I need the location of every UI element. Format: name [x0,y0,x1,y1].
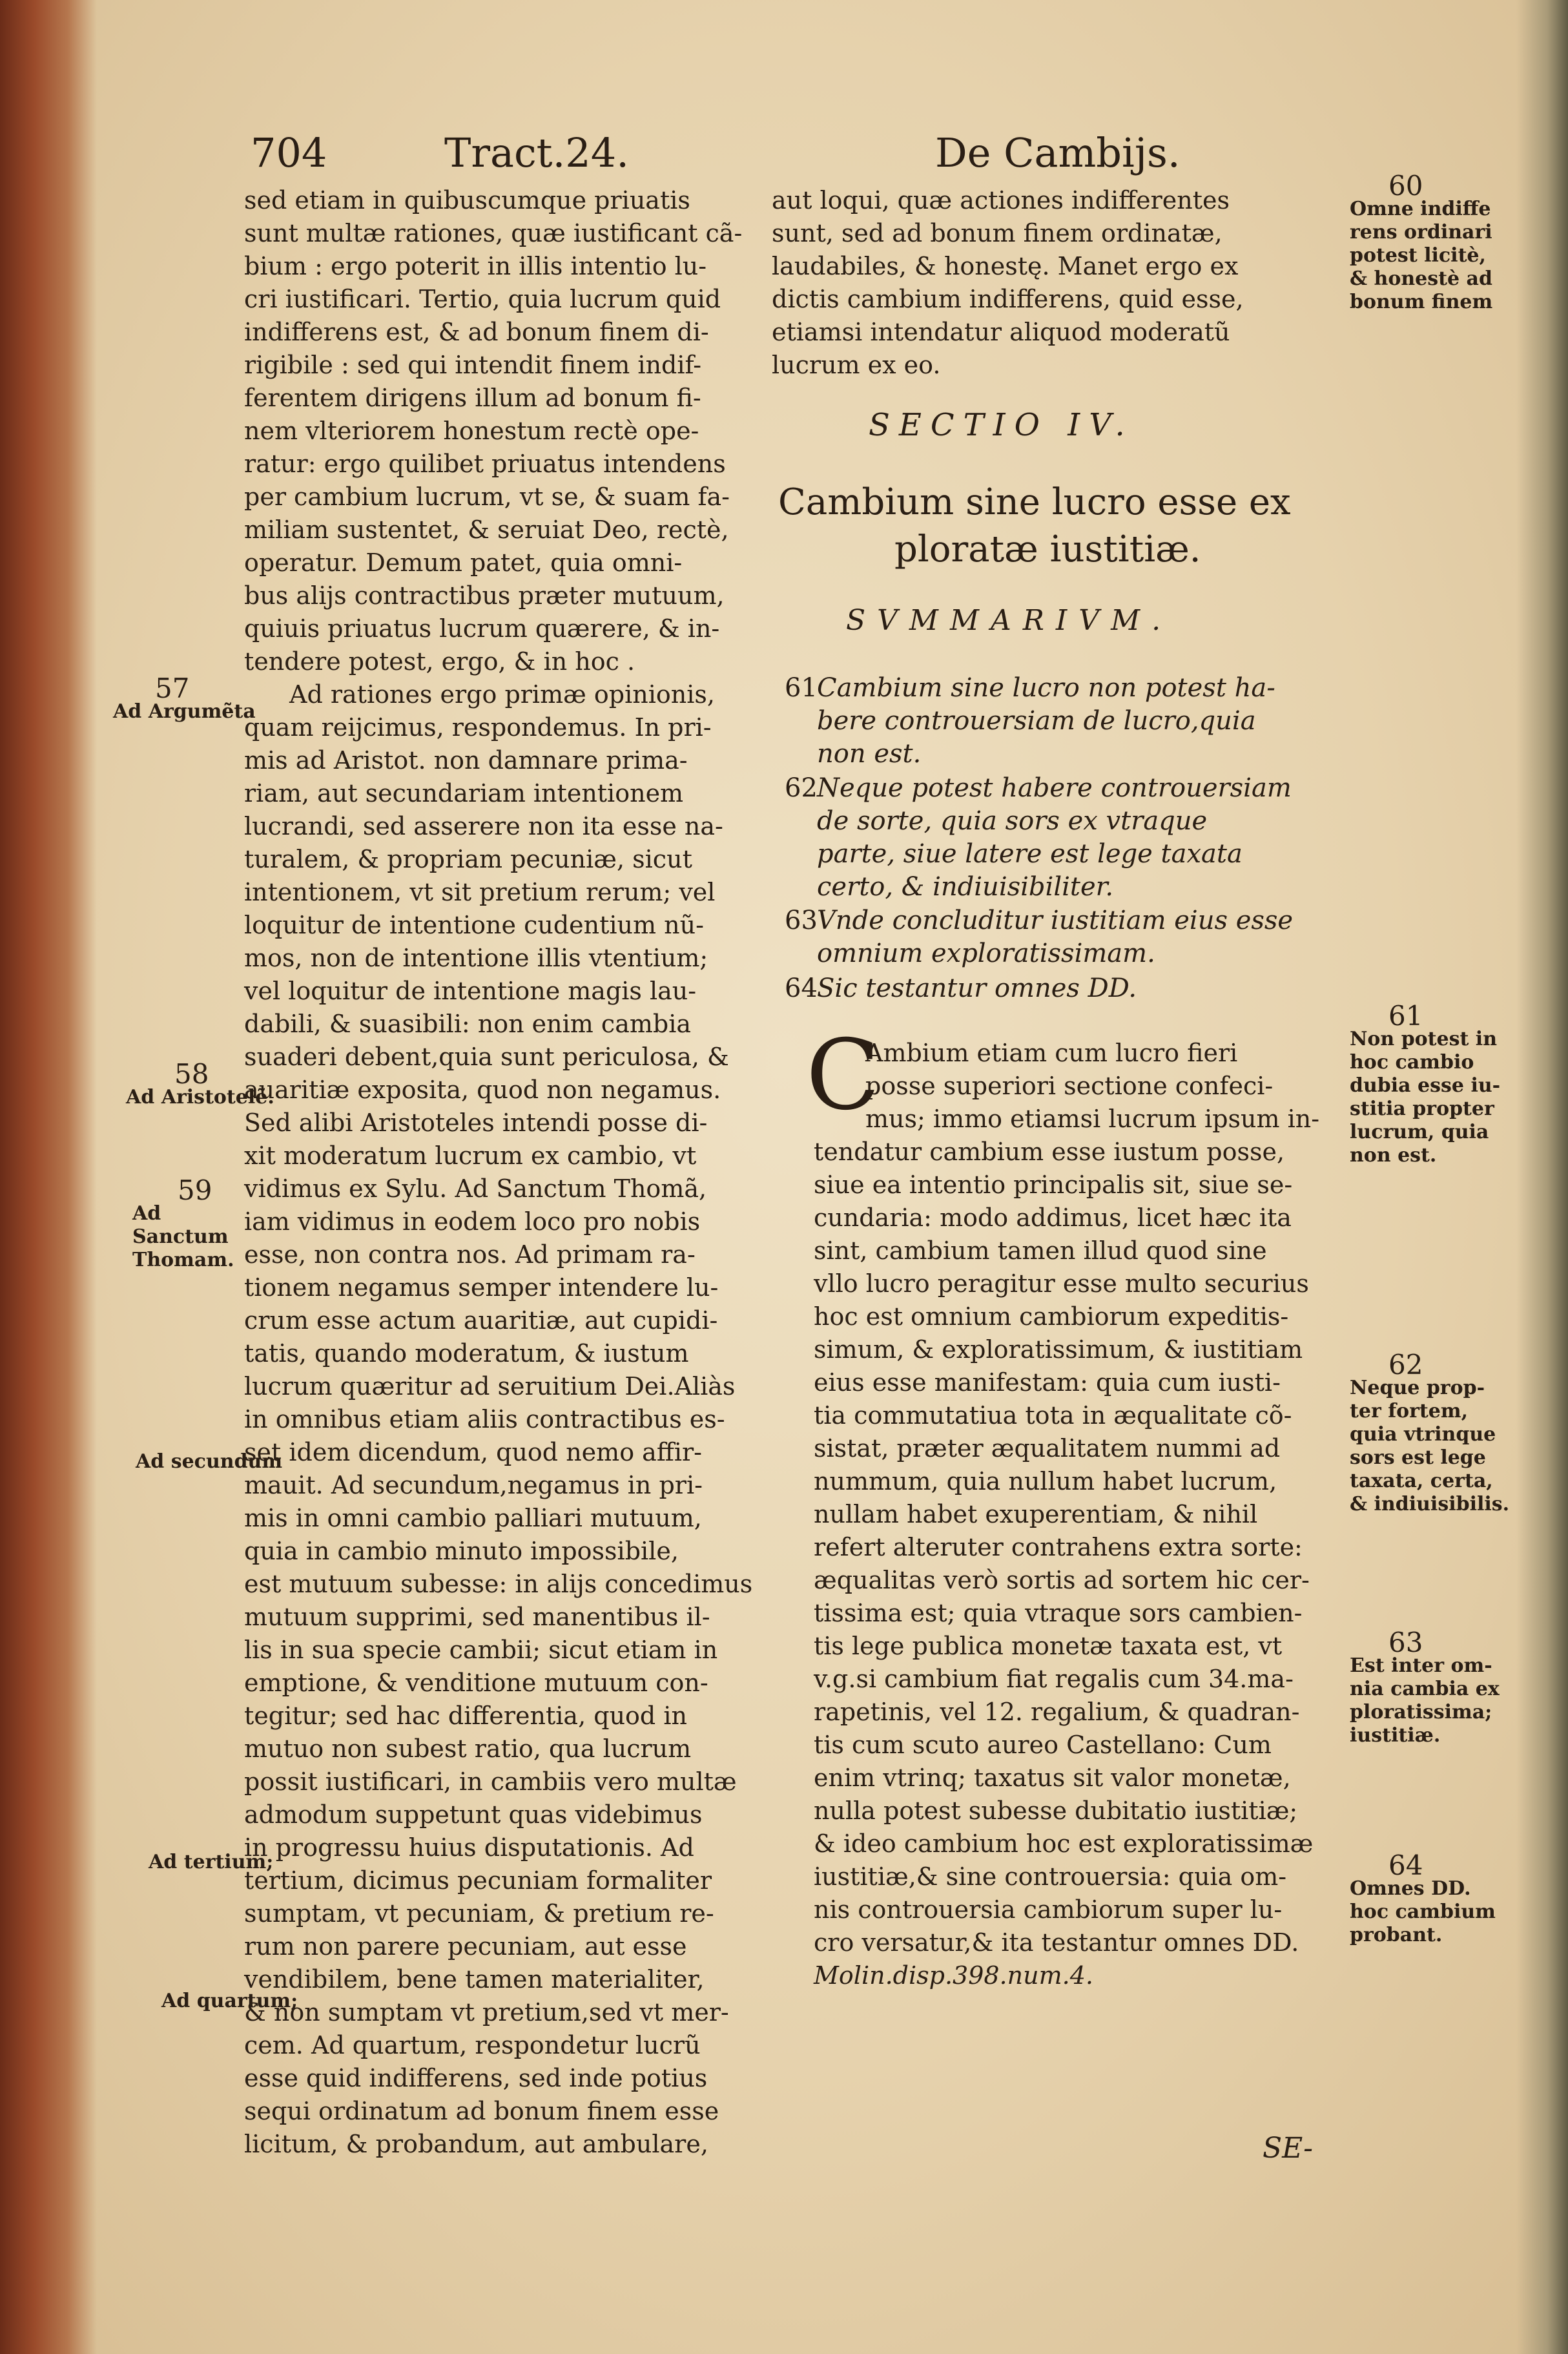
margin-text: quia vtrinque [1350,1423,1496,1446]
text-line: dabili, & suasibili: non enim cambia [244,1010,692,1038]
summarium-number: 62 [785,773,818,803]
text-line: in omnibus etiam aliis contractibus es- [244,1405,725,1433]
right-body-text [814,1037,1343,1992]
margin-text: hoc cambium [1350,1901,1496,1923]
text-line: vllo lucro peragitur esse multo securius [814,1269,1309,1298]
text-line: mis in omni cambio palliari mutuum, [244,1504,702,1532]
margin-note-59: 59 Ad Sanctum Thomam. [132,1174,234,1271]
text-line: emptione, & venditione mutuum con- [244,1669,708,1697]
margin-text: ploratissima; [1350,1701,1492,1724]
margin-text: probant. [1350,1924,1443,1946]
margin-text: Est inter om- [1350,1654,1492,1677]
text-line: eius esse manifestam: quia cum iusti- [814,1368,1281,1397]
margin-text: dubia esse iu- [1350,1074,1501,1097]
text-line: refert alteruter contrahens extra sorte: [814,1533,1303,1561]
right-column-top [772,184,1321,382]
margin-text: Omne indiffe [1350,198,1491,220]
left-column [244,184,812,2161]
margin-note-63 [1350,1627,1500,1747]
text-line: tionem negamus semper intendere lu- [244,1273,719,1302]
text-line: quia in cambio minuto impossibile, [244,1537,679,1565]
summarium-item [785,772,1292,904]
running-title: De Cambijs. [935,129,1181,176]
text-line: sunt, sed ad bonum finem ordinatæ, [772,219,1222,247]
margin-text: Non potest in [1350,1028,1498,1050]
text-line: suaderi debent,quia sunt periculosa, & [244,1043,729,1071]
text-line: iam vidimus in eodem loco pro nobis [244,1207,701,1236]
text-line: quam reijcimus, respondemus. In pri- [244,713,712,742]
text-line: nulla potest subesse dubitatio iustitiæ; [814,1797,1298,1825]
text-line: sunt multæ rationes, quæ iustificant cã- [244,219,743,247]
text-line: sistat, præter æqualitatem nummi ad [814,1434,1281,1463]
text-line: vidimus ex Sylu. Ad Sanctum Thomã, [244,1174,707,1203]
margin-note-57: 57 Ad Argumẽta [113,672,256,723]
margin-text: taxata, certa, [1350,1470,1493,1492]
margin-text: stitia propter [1350,1098,1494,1120]
page-number: 704 [251,129,327,176]
text-line: rigibile : sed qui intendit finem indif- [244,351,702,379]
summarium-label: SVMMARIVM. [846,604,1173,637]
summarium-text: non est. [817,739,922,769]
margin-note-64 [1350,1849,1496,1947]
text-line: auaritiæ exposita, quod non negamus. [244,1076,721,1104]
text-line: cem. Ad quartum, respondetur lucrũ [244,2031,701,2059]
margin-number: 61 [1388,1000,1423,1032]
text-line: riam, aut secundariam intentionem [244,779,684,807]
text-line: in progressu huius disputationis. Ad [244,1833,694,1862]
summarium-number: 61 [785,673,818,703]
summarium-text: omnium exploratissimam. [817,939,1155,968]
text-line: operatur. Demum patet, quia omni- [244,548,683,577]
text-line: tegitur; sed hac differentia, quod in [244,1702,687,1730]
text-line: posse superiori sectione confeci- [865,1072,1274,1100]
catchword: SE- [1263,2132,1313,2165]
text-line: esse quid indifferens, sed inde potius [244,2064,708,2092]
text-line: est mutuum subesse: in alijs concedimus [244,1570,753,1598]
text-line: v.g.si cambium fiat regalis cum 34.ma- [814,1665,1294,1693]
text-line: hoc est omnium cambiorum expeditis- [814,1302,1289,1331]
summarium-number: 64 [785,974,818,1003]
margin-text: nia cambia ex [1350,1678,1500,1700]
text-line: tendatur cambium esse iustum posse, [814,1138,1285,1166]
text-line: cri iustificari. Tertio, quia lucrum quid [244,285,721,313]
summarium-text: Sic testantur omnes DD. [817,974,1137,1003]
text-line: & non sumptam vt pretium,sed vt mer- [244,1998,729,2026]
summarium-item [785,904,1293,970]
text-line: nem vlteriorem honestum rectè ope- [244,417,699,445]
text-line: nummum, quia nullum habet lucrum, [814,1467,1277,1495]
section-label: SECTIO IV. [869,407,1134,443]
summarium-text: parte, siue latere est lege taxata [817,839,1243,869]
text-line: quiuis priuatus lucrum quærere, & in- [244,614,720,643]
text-line: loquitur de intentione cudentium nũ- [244,911,704,939]
text-line: etiamsi intendatur aliquod moderatũ [772,318,1230,346]
summarium-item [785,972,1137,1005]
text-line: tis lege publica monetæ taxata est, vt [814,1632,1283,1660]
text-line: sed etiam in quibuscumque priuatis [244,186,690,214]
margin-text: sors est lege [1350,1446,1486,1469]
text-line: mauit. Ad secundum,negamus in pri- [244,1471,703,1499]
text-line: tatis, quando moderatum, & iustum [244,1339,689,1368]
text-line: per cambium lucrum, vt se, & suam fa- [244,483,730,511]
margin-number: 62 [1388,1349,1423,1380]
text-line: iustitiæ,& sine controuersia: quia om- [814,1862,1287,1891]
summarium-text: certo, & indiuisibiliter. [817,872,1114,902]
text-line: Sed alibi Aristoteles intendi posse di- [244,1109,708,1137]
section-title-line-1: Cambium sine lucro esse ex [778,481,1291,523]
summarium-text: de sorte, quia sors ex vtraque [817,806,1208,836]
margin-note-60 [1350,170,1493,314]
text-line: vel loquitur de intentione magis lau- [244,977,697,1005]
text-line: sint, cambium tamen illud quod sine [814,1236,1267,1265]
text-line: & ideo cambium hoc est exploratissimæ [814,1829,1314,1858]
text-line: mutuo non subest ratio, qua lucrum [244,1734,692,1763]
text-line: licitum, & probandum, aut ambulare, [244,2130,708,2158]
text-line: simum, & exploratissimum, & iustitiam [814,1335,1303,1364]
summarium-text: Cambium sine lucro non potest ha- [817,673,1275,703]
text-line: sequi ordinatum ad bonum finem esse [244,2097,719,2125]
margin-number: 60 [1388,170,1423,202]
margin-text: & honestè ad [1350,267,1492,290]
margin-text: potest licitè, [1350,244,1486,267]
text-line: rum non parere pecuniam, aut esse [244,1932,687,1961]
text-line: laudabiles, & honestę. Manet ergo ex [772,252,1239,280]
margin-text: Omnes DD. [1350,1877,1471,1900]
text-line: vendibilem, bene tamen materialiter, [244,1965,705,1994]
margin-text: iustitiæ. [1350,1724,1441,1747]
section-title-line-2: ploratæ iustitiæ. [894,528,1201,570]
text-line: ferentem dirigens illum ad bonum fi- [244,384,701,412]
text-line: enim vtrinq; taxatus sit valor monetæ, [814,1764,1291,1792]
text-line: aut loqui, quæ actiones indifferentes [772,186,1230,214]
margin-text: bonum finem [1350,291,1493,313]
text-line: set idem dicendum, quod nemo affir- [244,1438,702,1466]
running-header [251,129,1181,187]
text-line: mis ad Aristot. non damnare prima- [244,746,688,775]
margin-text: non est. [1350,1144,1437,1167]
text-line: Ad rationes ergo primæ opinionis, [289,680,715,709]
margin-text: ter fortem, [1350,1400,1469,1422]
text-line: bium : ergo poterit in illis intentio lu- [244,252,707,280]
text-line: tertium, dicimus pecuniam formaliter [244,1866,712,1895]
text-line: Molin.disp.398.num.4. [814,1961,1093,1990]
text-line: ratur: ergo quilibet priuatus intendens [244,450,726,478]
margin-note-tertium: Ad tertium; [149,1851,274,1873]
margin-number: 64 [1388,1849,1423,1881]
margin-text: Neque prop- [1350,1377,1485,1399]
text-line: intentionem, vt sit pretium rerum; vel [244,878,716,906]
text-line: cundaria: modo addimus, licet hæc ita [814,1203,1292,1232]
margin-note-secundum: Ad secundum [136,1450,283,1473]
text-line: tia commutatiua tota in æqualitate cõ- [814,1401,1292,1430]
text-line: lucrandi, sed asserere non ita esse na- [244,812,723,840]
text-line: tendere potest, ergo, & in hoc . [244,647,635,676]
text-line: rapetinis, vel 12. regalium, & quadran- [814,1698,1300,1726]
text-line: mos, non de intentione illis vtentium; [244,944,708,972]
margin-text: rens ordinari [1350,221,1492,244]
text-line: tis cum scuto aureo Castellano: Cum [814,1731,1272,1759]
margin-note-quartum: Ad quartum; [161,1990,298,2012]
text-line: nis controuersia cambiorum super lu- [814,1895,1283,1924]
text-line: æqualitas verò sortis ad sortem hic cer- [814,1566,1310,1594]
text-line: bus alijs contractibus præter mutuum, [244,581,725,610]
drop-cap: C [806,1019,880,1132]
summarium-text: Vnde concluditur iustitiam eius esse [817,906,1294,935]
text-line: Ambium etiam cum lucro fieri [865,1039,1238,1067]
text-line: nullam habet exuperentiam, & nihil [814,1500,1258,1528]
summarium-text: Neque potest habere controuersiam [817,773,1292,803]
summarium-number: 63 [785,906,818,935]
summarium-text: bere controuersiam de lucro,quia [817,706,1256,736]
text-line: dictis cambium indifferens, quid esse, [772,285,1244,313]
text-line: xit moderatum lucrum ex cambio, vt [244,1141,697,1170]
margin-note-62 [1350,1349,1510,1516]
book-spine [0,0,97,2354]
text-line: lucrum ex eo. [772,351,941,379]
summarium-item [785,672,1275,771]
text-line: crum esse actum auaritiæ, aut cupidi- [244,1306,718,1335]
text-line: mus; immo etiamsi lucrum ipsum in- [865,1105,1320,1133]
text-line: esse, non contra nos. Ad primam ra- [244,1240,696,1269]
text-line: possit iustificari, in cambiis vero multæ [244,1767,737,1796]
text-line: tissima est; quia vtraque sors cambien- [814,1599,1303,1627]
treatise-label: Tract.24. [444,129,629,176]
text-line: siue ea intentio principalis sit, siue se- [814,1171,1293,1199]
margin-text: lucrum, quia [1350,1121,1489,1143]
text-line: admodum suppetunt quas videbimus [244,1800,703,1829]
margin-note-61 [1350,1000,1501,1167]
margin-number: 63 [1388,1627,1423,1658]
text-line: sumptam, vt pecuniam, & pretium re- [244,1899,714,1928]
margin-text: & indiuisibilis. [1350,1493,1510,1516]
text-line: cro versatur,& ita testantur omnes DD. [814,1928,1299,1957]
text-line: turalem, & propriam pecuniæ, sicut [244,845,692,873]
text-line: lucrum quæritur ad seruitium Dei.Aliàs [244,1372,736,1401]
text-line: mutuum supprimi, sed manentibus il- [244,1603,710,1631]
margin-note-58: 58 Ad Aristotelẽ. [126,1058,274,1109]
text-line: miliam sustentet, & seruiat Deo, rectè, [244,516,729,544]
margin-text: hoc cambio [1350,1051,1474,1074]
page-edge [1516,0,1568,2354]
text-line: indifferens est, & ad bonum finem di- [244,318,709,346]
text-line: lis in sua specie cambii; sicut etiam in [244,1636,718,1664]
